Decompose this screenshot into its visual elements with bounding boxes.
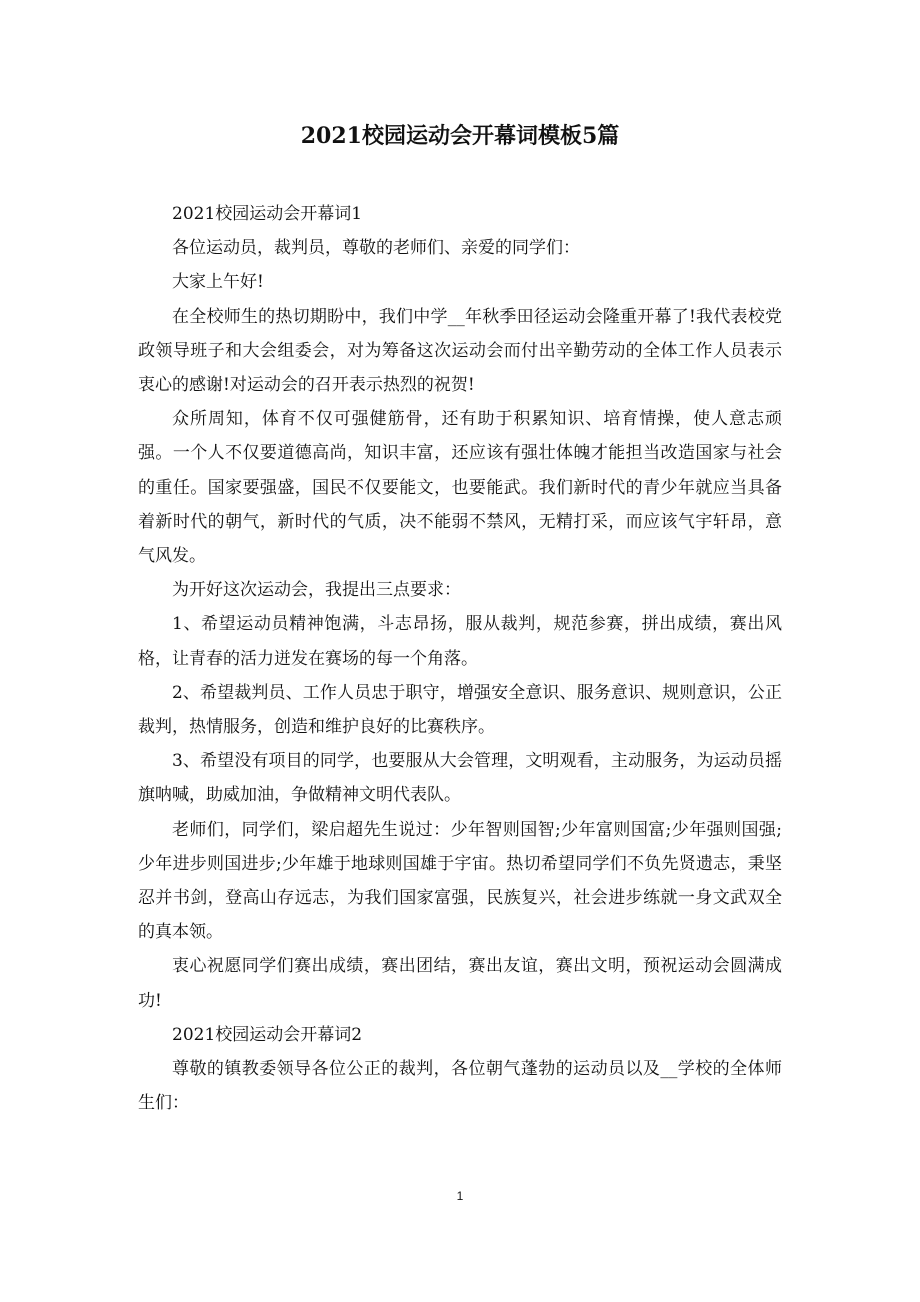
document-body <box>138 197 782 1120</box>
paragraph-closing-wishes: 衷心祝愿同学们赛出成绩，赛出团结，赛出友谊，赛出文明，预祝运动会圆满成功! <box>138 956 782 1011</box>
paragraph-sports-importance: 众所周知，体育不仅可强健筋骨，还有助于积累知识、培育情操，使人意志顽强。一个人不仅要道德高尚，知识丰富，还应该有强壮体魄才能担当改造国家与社会的重任。国家要强盛，国民不仅要能文，也要能武。我们新时代的青少年就应当具备着新时代的朝气，新时代的气质，决不能弱不禁风，无精打采，而应该气宇轩昂，意气风发。 <box>138 409 782 567</box>
salutation: 各位运动员，裁判员，尊敬的老师们、亲爱的同学们： <box>172 238 580 259</box>
section-heading-1: 2021校园运动会开幕词1 <box>172 204 363 224</box>
section-heading-2: 2021校园运动会开幕词2 <box>172 1024 363 1045</box>
requirement-1: 1、希望运动员精神饱满，斗志昂扬，服从裁判，规范参赛，拼出成绩，赛出风格，让青春的活力迸发在赛场的每一个角落。 <box>138 614 782 669</box>
paragraph-requirements-intro: 为开好这次运动会，我提出三点要求： <box>172 580 461 601</box>
document-title: 2021校园运动会开幕词模板5篇 <box>300 123 620 149</box>
paragraph-opening: 在全校师生的热切期盼中，我们中学__年秋季田径运动会隆重开幕了!我代表校党政领导班子和大会组委会，对为筹备这次运动会而付出辛勤劳动的全体工作人员表示衷心的感谢!对运动会的召开表示热烈的祝贺! <box>138 306 782 396</box>
requirement-3: 3、希望没有项目的同学，也要服从大会管理，文明观看，主动服务，为运动员摇旗呐喊，助威加油，争做精神文明代表队。 <box>138 751 782 806</box>
requirement-2: 2、希望裁判员、工作人员忠于职守，增强安全意识、服务意识、规则意识，公正裁判，热情服务，创造和维护良好的比赛秩序。 <box>138 682 782 738</box>
salutation-2: 尊敬的镇教委领导各位公正的裁判，各位朝气蓬勃的运动员以及__学校的全体师生们： <box>138 1059 782 1114</box>
paragraph-quote: 老师们，同学们，梁启超先生说过：少年智则国智;少年富则国富;少年强则国强;少年进步则国进步;少年雄于地球则国雄于宇宙。热切希望同学们不负先贤遗志，秉坚忍并书剑，登高山存远志，为我们国家富强，民族复兴，社会进步练就一身文武双全的真本领。 <box>138 819 782 943</box>
page-number: 1 <box>456 1189 464 1203</box>
greeting: 大家上午好! <box>172 272 264 293</box>
